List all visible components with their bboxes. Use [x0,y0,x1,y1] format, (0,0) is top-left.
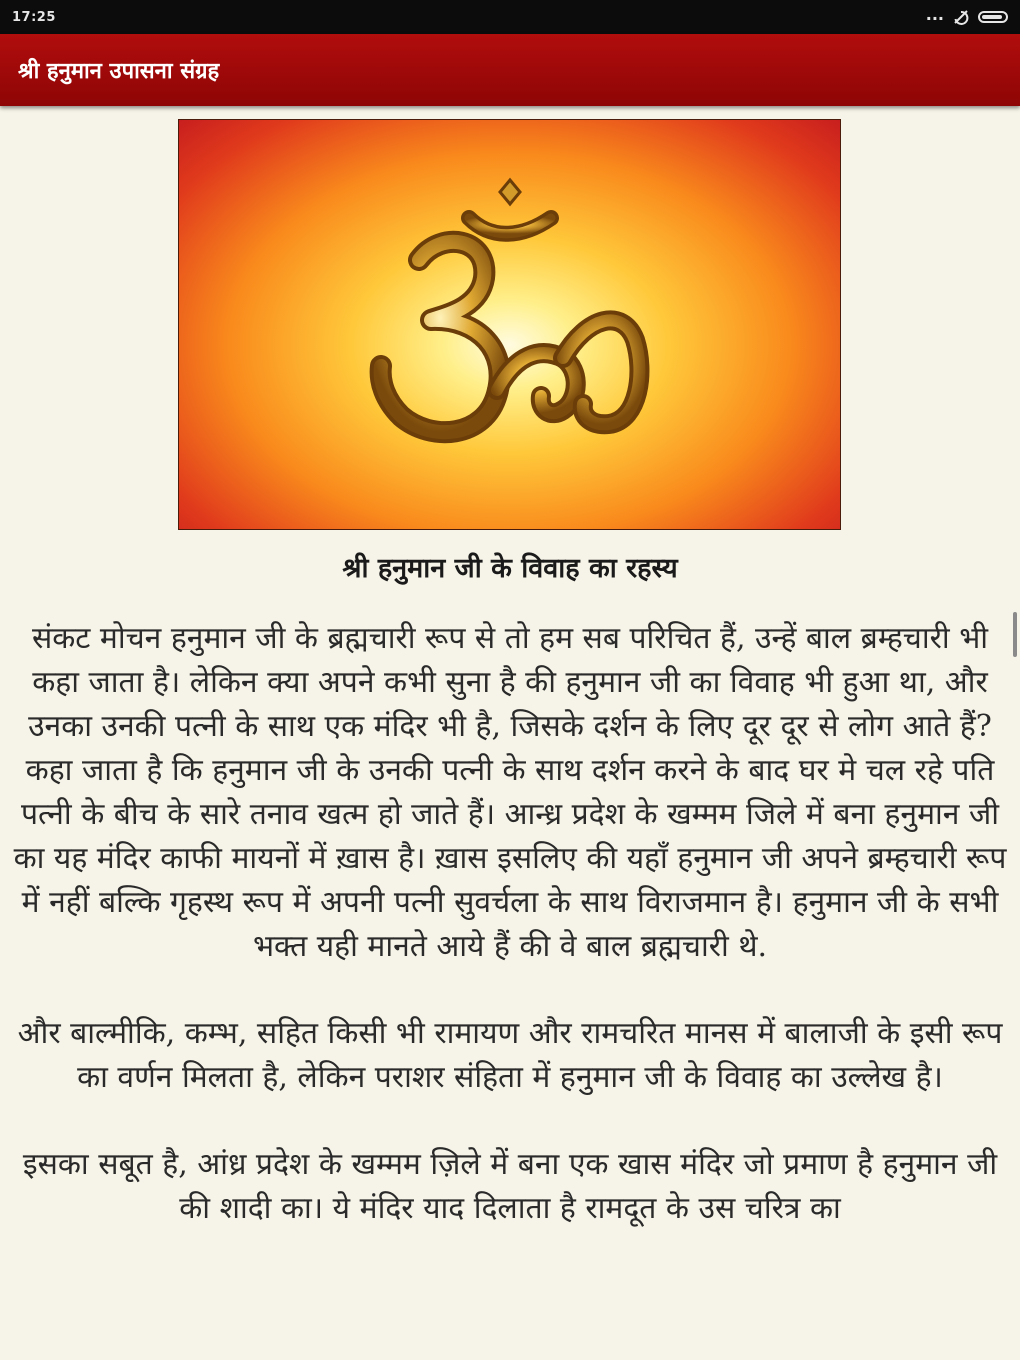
scrollbar[interactable] [1013,612,1017,657]
overflow-dots: ... [925,5,944,24]
article-paragraph: और बाल्मीकि, कम्भ, सहित किसी भी रामायण और रामचरित मानस में बालाजी के इसी रूप का वर्णन मिलता है, लेकिन पराशर संहिता में हनुमान जी के विवाह का उल्लेख है। [17,1016,1003,1095]
signal-off-icon [952,8,970,26]
article-title: श्री हनुमान जी के विवाह का रहस्य [342,553,678,584]
hero-image [178,119,841,530]
app-bar [0,34,1020,106]
battery-icon [978,11,1008,23]
status-icons [925,5,1008,26]
om-symbol-icon [179,120,840,529]
status-bar [0,0,1020,34]
status-time: 17:25 [12,9,56,25]
article-paragraph: संकट मोचन हनुमान जी के ब्रह्मचारी रूप से तो हम सब परिचित हैं, उन्हें बाल ब्रम्हचारी भी कहा जाता है। लेकिन क्या अपने कभी सुना है की हनुमान जी का विवाह भी हुआ था, और उनका उनकी पत्नी के साथ एक मंदिर भी है, जिसके दर्शन के लिए दूर दूर से लोग आते हैं? कहा जाता है कि हनुमान जी के उनकी पत्नी के साथ दर्शन करने के बाद घर मे चल रहे पति पत्नी के बीच के सारे तनाव खत्म हो जाते हैं। आन्ध्र प्रदेश के खम्मम जिले में बना हनुमान जी का यह मंदिर काफी मायनों में ख़ास है। ख़ास इसलिए की यहाँ हनुमान जी अपने ब्रम्हचारी रूप में नहीं बल्कि गृहस्थ रूप में अपनी पत्नी सुवर्चला के साथ विराजमान है। हनुमान जी के सभी भक्त यही मानते आये हैं की वे बाल ब्रह्मचारी थे. [13,621,1007,964]
article-body [12,617,1008,1274]
article-paragraph: इसका सबूत है, आंध्र प्रदेश के खम्मम ज़िले में बना एक खास मंदिर जो प्रमाण है हनुमान जी की शादी का। ये मंदिर याद दिलाता है रामदूत के उस चरित्र का [22,1147,998,1226]
app-title: श्री हनुमान उपासना संग्रह [18,59,220,84]
